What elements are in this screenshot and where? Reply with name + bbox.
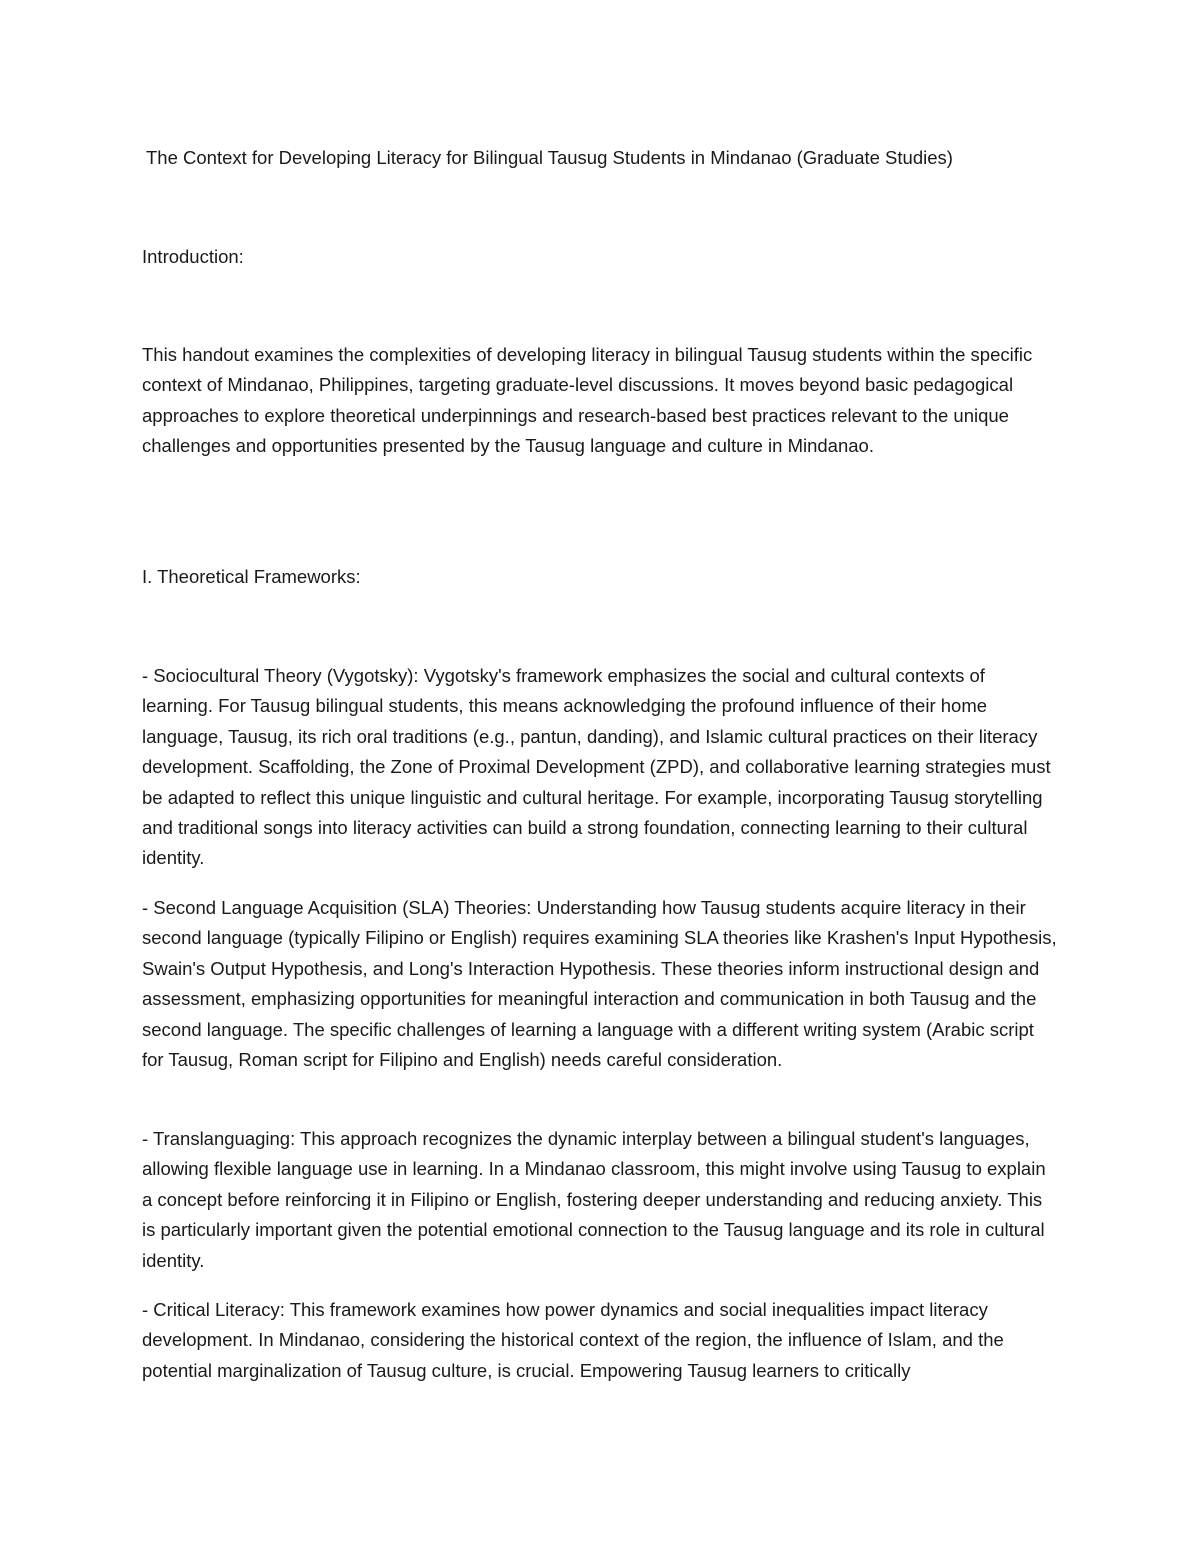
section-heading-theoretical-frameworks: I. Theoretical Frameworks: [142, 566, 361, 587]
list-item-critical-literacy: - Critical Literacy: This framework examines how power dynamics and social inequalities impact literacy development. In Mindanao, considering the historical context of the region, the influence of Islam, and the potential marginalization of Tausug culture, is crucial. Empowering Tausug learners to critically [142, 1299, 1004, 1381]
list-item-sociocultural-theory: - Sociocultural Theory (Vygotsky): Vygotsky's framework emphasizes the social and cultural contexts of learning. For Tausug bilingual students, this means acknowledging the profound influence of their home language, Tausug, its rich oral traditions (e.g., pantun, danding), and Islamic cultural practices on their literacy development. Scaffolding, the Zone of Proximal Development (ZPD), and collaborative learning strategies must be adapted to reflect this unique linguistic and cultural heritage. For example, incorporating Tausug storytelling and traditional songs into literacy activities can build a strong foundation, connecting learning to their cultural identity. [142, 665, 1051, 869]
list-item-translanguaging: - Translanguaging: This approach recognizes the dynamic interplay between a bilingual student's languages, allowing flexible language use in learning. In a Mindanao classroom, this might involve using Tausug to explain a concept before reinforcing it in Filipino or English, fostering deeper understanding and reducing anxiety. This is particularly important given the potential emotional connection to the Tausug language and its role in cultural identity. [142, 1128, 1046, 1271]
list-item-sla-theories: - Second Language Acquisition (SLA) Theories: Understanding how Tausug students acquire literacy in their second language (typically Filipino or English) requires examining SLA theories like Krashen's Input Hypothesis, Swain's Output Hypothesis, and Long's Interaction Hypothesis. These theories inform instructional design and assessment, emphasizing opportunities for meaningful interaction and communication in both Tausug and the second language. The specific challenges of learning a language with a different writing system (Arabic script for Tausug, Roman script for Filipino and English) needs careful consideration. [142, 897, 1057, 1071]
introduction-heading: Introduction: [142, 246, 244, 267]
document-title: The Context for Developing Literacy for Bilingual Tausug Students in Mindanao (Graduate Studies) [146, 147, 953, 168]
introduction-paragraph: This handout examines the complexities of developing literacy in bilingual Tausug students within the specific context of Mindanao, Philippines, targeting graduate-level discussions. It moves beyond basic pedagogical approaches to explore theoretical underpinnings and research-based best practices relevant to the unique challenges and opportunities presented by the Tausug language and culture in Mindanao. [142, 344, 1033, 457]
